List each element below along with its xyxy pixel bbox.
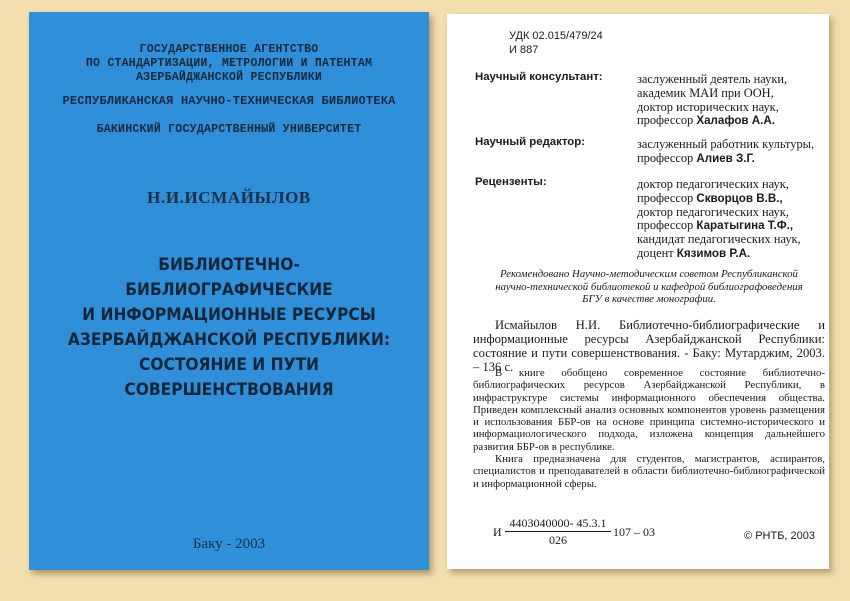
annotation <box>473 367 825 490</box>
consultant-line: доктор исторических наук, <box>637 99 779 114</box>
fraction-bar <box>505 531 611 532</box>
consultant-label: Научный консультант: <box>475 71 603 83</box>
recommendation-note <box>473 268 825 306</box>
reviewers-details <box>637 178 801 261</box>
reviewer-rank: доцент <box>637 245 677 260</box>
cover-title-line: СОСТОЯНИЕ И ПУТИ СОВЕРШЕНСТВОВАНИЯ <box>124 355 334 400</box>
editor-rank: профессор <box>637 150 697 165</box>
cover-agency-line: ПО СТАНДАРТИЗАЦИИ, МЕТРОЛОГИИ И ПАТЕНТАМ <box>85 57 373 70</box>
cover-agency-line: ГОСУДАРСТВЕННОЕ АГЕНТСТВО <box>139 43 319 56</box>
editor-line: заслуженный работник культуры, <box>637 137 815 151</box>
cover-library: РЕСПУБЛИКАНСКАЯ НАУЧНО-ТЕХНИЧЕСКАЯ БИБЛИОТЕКА <box>62 94 396 108</box>
consultant-name-line <box>637 114 787 128</box>
cover-title-line: И ИНФОРМАЦИОННЫЕ РЕСУРСЫ <box>82 305 376 325</box>
cover-agency-line: АЗЕРБАЙДЖАНСКОЙ РЕСПУБЛИКИ <box>135 71 323 84</box>
code-numerator: 4403040000- 45.3.1 <box>509 516 607 530</box>
editor-label: Научный редактор: <box>475 136 585 148</box>
editor-name-line <box>637 152 814 166</box>
annotation-paragraph: В книге обобщено современное состояние библиотечно-библиографических ресурсов Азербайджанской Республики, в инфраструктуре системы информационного обеспечения общества. Приведен комплексный анализ основных компонентов уровень размещения и использования ББР-ов на основе принципа системно-исторического и информациологического подхода, изложена концепция дальнейшего развития ББР-ов в республике. <box>473 367 825 453</box>
code-letter: И <box>493 525 502 539</box>
copyright: © РНТБ, 2003 <box>744 530 815 542</box>
book-cover <box>29 12 429 570</box>
reviewer-degree: кандидат педагогических наук, <box>637 232 801 247</box>
reviewer-name-line <box>637 192 801 206</box>
cover-agency <box>29 43 429 85</box>
reviewer-degree: доктор педагогических наук, <box>637 177 789 191</box>
code-fraction <box>505 516 611 547</box>
annotation-paragraph: Книга предназначена для студентов, магистрантов, аспирантов, специалистов и преподавателей в области библиотечно-библиографической и информационной сферы. <box>473 453 825 490</box>
reviewer-rank: профессор <box>637 218 697 233</box>
reviewer-name: Кязимов Р.А. <box>676 246 751 260</box>
reviewer-name: Скворцов В.В., <box>696 191 783 205</box>
consultant-line: академик МАИ при ООН, <box>637 85 774 100</box>
reviewer-degree: доктор педагогических наук, <box>637 204 789 219</box>
cover-title <box>65 253 393 403</box>
udk-code: УДК 02.015/479/24 <box>509 30 603 42</box>
cover-city-year: Баку - 2003 <box>192 536 266 552</box>
reviewer-name: Каратыгина Т.Ф., <box>696 219 794 233</box>
cover-author: Н.И.ИСМАЙЫЛОВ <box>147 188 311 207</box>
consultant-name: Халафов А.А. <box>696 114 775 128</box>
udk-block <box>509 29 603 57</box>
code-denominator: 026 <box>549 533 567 547</box>
code-suffix: 107 – 03 <box>613 525 655 539</box>
consultant-line: заслуженный деятель науки, <box>637 72 788 86</box>
reviewer-name-line <box>637 247 801 261</box>
reviewer-name-line <box>637 219 801 233</box>
title-verso-page <box>447 14 829 569</box>
recommendation-line: БГУ в качестве монографии. <box>582 293 716 306</box>
reviewer-rank: профессор <box>637 190 697 205</box>
recommendation-line: Рекомендовано Научно-методическим советом Республиканской <box>500 268 798 280</box>
consultant-details <box>637 73 787 128</box>
reviewers-label: Рецензенты: <box>475 176 547 188</box>
cover-university: БАКИНСКИЙ ГОСУДАРСТВЕННЫЙ УНИВЕРСИТЕТ <box>96 123 362 136</box>
cover-title-line: БИБЛИОТЕЧНО-БИБЛИОГРАФИЧЕСКИЕ <box>125 255 333 300</box>
bibliographic-record: Исмайылов Н.И. Библиотечно-библиографические и информационные ресурсы Азербайджанской Республики: состояние и пути совершенствования. - Баку: Мутарджим, 2003. – 136 с. <box>473 318 825 374</box>
editor-name: Алиев З.Г. <box>696 151 755 165</box>
cover-title-line: АЗЕРБАЙДЖАНСКОЙ РЕСПУБЛИКИ: <box>67 330 391 350</box>
index-code: И 887 <box>509 44 539 56</box>
recommendation-line: научно-технической библиотекой и кафедрой библиографоведения <box>495 280 803 293</box>
consultant-rank: профессор <box>637 113 697 128</box>
editor-details <box>637 138 814 166</box>
